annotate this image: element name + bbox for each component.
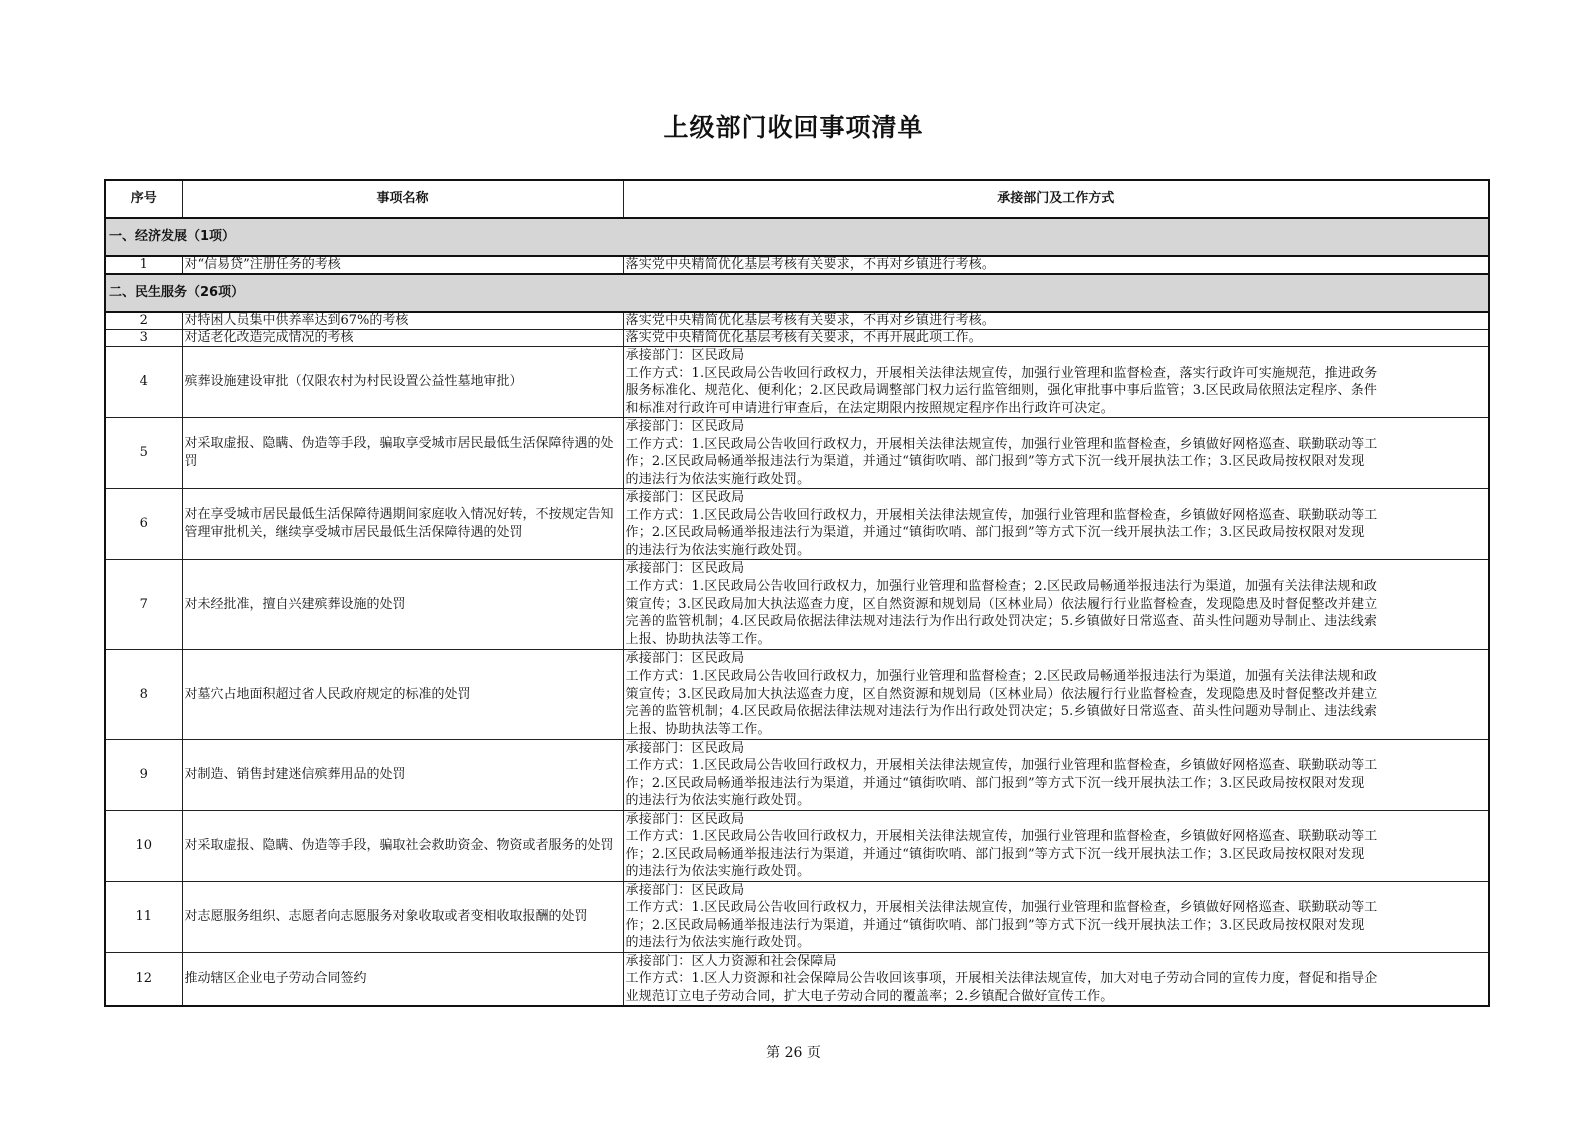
row-method [623, 810, 1489, 881]
row-method [623, 881, 1489, 952]
table-row [105, 312, 1489, 330]
method-line: 承接部门：区民政局 [625, 490, 745, 505]
row-no: 7 [105, 560, 182, 650]
row-method [623, 312, 1489, 330]
row-method [623, 489, 1489, 560]
table-header-row [105, 180, 1489, 218]
column-header-name: 事项名称 [182, 180, 623, 218]
method-line: 工作方式：1.区民政局公告收回行政权力，开展相关法律法规宣传，加强行业管理和监督检查，乡镇做好网格巡查、联勤联动等工 [625, 829, 1378, 845]
method-line: 工作方式：1.区人力资源和社会保障局公告收回该事项，开展相关法律法规宣传，加大对电子劳动合同的宣传力度，督促和指导企 [625, 971, 1378, 987]
method-line: 承接部门：区民政局 [625, 650, 745, 666]
row-name: 对“信易贷”注册任务的考核 [182, 256, 623, 274]
row-name: 推动辖区企业电子劳动合同签约 [182, 952, 623, 1006]
row-no: 2 [105, 312, 182, 330]
row-no: 11 [105, 881, 182, 952]
method-line: 上报、协助执法等工作。 [625, 632, 771, 648]
method-line: 完善的监管机制；4.区民政局依据法律法规对违法行为作出行政处罚决定；5.乡镇做好日常巡查、苗头性问题劝导制止、违法线索 [625, 614, 1378, 630]
method-line: 作；2.区民政局畅通举报违法行为渠道，并通过“镇街吹哨、部门报到”等方式下沉一线开展执法工作；3.区民政局按权限对发现 [625, 525, 1365, 540]
table-row [105, 952, 1489, 1006]
method-line: 作；2.区民政局畅通举报违法行为渠道，并通过“镇街吹哨、部门报到”等方式下沉一线开展执法工作；3.区民政局按权限对发现 [625, 775, 1365, 791]
method-line: 承接部门：区民政局 [625, 740, 745, 756]
row-name: 对采取虚报、隐瞒、伪造等手段，骗取社会救助资金、物资或者服务的处罚 [182, 810, 623, 881]
method-line: 工作方式：1.区民政局公告收回行政权力，开展相关法律法规宣传，加强行业管理和监督检查，乡镇做好网格巡查、联勤联动等工 [625, 900, 1378, 916]
row-name: 对墓穴占地面积超过省人民政府规定的标准的处罚 [182, 649, 623, 739]
row-method [623, 347, 1489, 418]
row-method [623, 330, 1489, 347]
items-table [104, 179, 1490, 1007]
method-line: 工作方式：1.区民政局公告收回行政权力，加强行业管理和监督检查；2.区民政局畅通举报违法行为渠道，加强有关法律法规和政 [625, 668, 1378, 684]
method-line: 承接部门：区民政局 [625, 561, 745, 576]
row-no: 3 [105, 330, 182, 347]
row-name: 对采取虚报、隐瞒、伪造等手段，骗取享受城市居民最低生活保障待遇的处罚 [182, 418, 623, 489]
row-name: 对特困人员集中供养率达到67%的考核 [182, 312, 623, 330]
column-header-method: 承接部门及工作方式 [623, 180, 1489, 218]
method-line: 落实党中央精简优化基层考核有关要求，不再对乡镇进行考核。 [625, 257, 996, 272]
method-line: 的违法行为依法实施行政处罚。 [625, 471, 811, 487]
table-row [105, 810, 1489, 881]
method-line: 作；2.区民政局畅通举报违法行为渠道，并通过“镇街吹哨、部门报到”等方式下沉一线开展执法工作；3.区民政局按权限对发现 [625, 454, 1365, 469]
method-line: 工作方式：1.区民政局公告收回行政权力，开展相关法律法规宣传，加强行业管理和监督检查，落实行政许可实施规范，推进政务 [625, 365, 1378, 381]
method-line: 策宣传；3.区民政局加大执法巡查力度，区自然资源和规划局（区林业局）依法履行行业监督检查，发现隐患及时督促整改并建立 [625, 686, 1378, 702]
row-name: 对在享受城市居民最低生活保障待遇期间家庭收入情况好转，不按规定告知管理审批机关，继续享受城市居民最低生活保障待遇的处罚 [182, 489, 623, 560]
method-line: 承接部门：区民政局 [625, 419, 745, 434]
method-line: 作；2.区民政局畅通举报违法行为渠道，并通过“镇街吹哨、部门报到”等方式下沉一线开展执法工作；3.区民政局按权限对发现 [625, 846, 1365, 862]
method-line: 落实党中央精简优化基层考核有关要求，不再对乡镇进行考核。 [625, 313, 996, 328]
method-line: 上报、协助执法等工作。 [625, 722, 771, 738]
row-name: 对志愿服务组织、志愿者向志愿服务对象收取或者变相收取报酬的处罚 [182, 881, 623, 952]
table-row [105, 347, 1489, 418]
method-line: 的违法行为依法实施行政处罚。 [625, 793, 811, 809]
row-no: 8 [105, 649, 182, 739]
row-name: 殡葬设施建设审批（仅限农村为村民设置公益性墓地审批） [182, 347, 623, 418]
method-line: 工作方式：1.区民政局公告收回行政权力，开展相关法律法规宣传，加强行业管理和监督检查，乡镇做好网格巡查、联勤联动等工 [625, 758, 1378, 774]
table-row [105, 418, 1489, 489]
page-title: 上级部门收回事项清单 [663, 113, 924, 142]
row-method [623, 418, 1489, 489]
row-no: 9 [105, 739, 182, 810]
method-line: 落实党中央精简优化基层考核有关要求，不再开展此项工作。 [625, 330, 982, 345]
row-no: 6 [105, 489, 182, 560]
method-line: 服务标准化、规范化、便利化；2.区民政局调整部门权力运行监管细则，强化审批事中事后监管；3.区民政局依照法定程序、条件 [625, 383, 1378, 398]
method-line: 的违法行为依法实施行政处罚。 [625, 542, 811, 558]
method-line: 工作方式：1.区民政局公告收回行政权力，开展相关法律法规宣传，加强行业管理和监督检查，乡镇做好网格巡查、联勤联动等工 [625, 507, 1378, 523]
category-row [105, 274, 1489, 312]
table-row [105, 489, 1489, 560]
method-line: 承接部门：区人力资源和社会保障局 [625, 953, 837, 969]
method-line: 作；2.区民政局畅通举报违法行为渠道，并通过“镇街吹哨、部门报到”等方式下沉一线开展执法工作；3.区民政局按权限对发现 [625, 917, 1365, 933]
method-line: 的违法行为依法实施行政处罚。 [625, 935, 811, 951]
page-number: 第 26 页 [766, 1045, 821, 1061]
category-label: 二、民生服务（26项） [105, 274, 1489, 312]
method-line: 业规范订立电子劳动合同，扩大电子劳动合同的覆盖率；2.乡镇配合做好宣传工作。 [625, 988, 1114, 1004]
row-no: 10 [105, 810, 182, 881]
table-row [105, 739, 1489, 810]
row-method [623, 560, 1489, 650]
row-no: 5 [105, 418, 182, 489]
method-line: 承接部门：区民政局 [625, 811, 745, 827]
method-line: 承接部门：区民政局 [625, 348, 745, 363]
row-method [623, 739, 1489, 810]
row-name: 对适老化改造完成情况的考核 [182, 330, 623, 347]
method-line: 和标准对行政许可申请进行审查后，在法定期限内按照规定程序作出行政许可决定。 [625, 400, 1114, 416]
row-name: 对未经批准，擅自兴建殡葬设施的处罚 [182, 560, 623, 650]
method-line: 工作方式：1.区民政局公告收回行政权力，加强行业管理和监督检查；2.区民政局畅通举报违法行为渠道，加强有关法律法规和政 [625, 578, 1378, 594]
table-row [105, 256, 1489, 274]
method-line: 完善的监管机制；4.区民政局依据法律法规对违法行为作出行政处罚决定；5.乡镇做好日常巡查、苗头性问题劝导制止、违法线索 [625, 704, 1378, 720]
row-name: 对制造、销售封建迷信殡葬用品的处罚 [182, 739, 623, 810]
table-row [105, 330, 1489, 347]
row-no: 12 [105, 952, 182, 1006]
column-header-no: 序号 [105, 180, 182, 218]
table-row [105, 649, 1489, 739]
row-no: 4 [105, 347, 182, 418]
method-line: 的违法行为依法实施行政处罚。 [625, 864, 811, 880]
row-method [623, 649, 1489, 739]
row-no: 1 [105, 256, 182, 274]
category-label: 一、经济发展（1项） [105, 218, 1489, 256]
row-method [623, 952, 1489, 1006]
category-row [105, 218, 1489, 256]
method-line: 承接部门：区民政局 [625, 882, 745, 898]
table-row [105, 881, 1489, 952]
method-line: 策宣传；3.区民政局加大执法巡查力度，区自然资源和规划局（区林业局）依法履行行业监督检查，发现隐患及时督促整改并建立 [625, 596, 1378, 612]
row-method [623, 256, 1489, 274]
method-line: 工作方式：1.区民政局公告收回行政权力，开展相关法律法规宣传，加强行业管理和监督检查，乡镇做好网格巡查、联勤联动等工 [625, 436, 1378, 452]
table-row [105, 560, 1489, 650]
